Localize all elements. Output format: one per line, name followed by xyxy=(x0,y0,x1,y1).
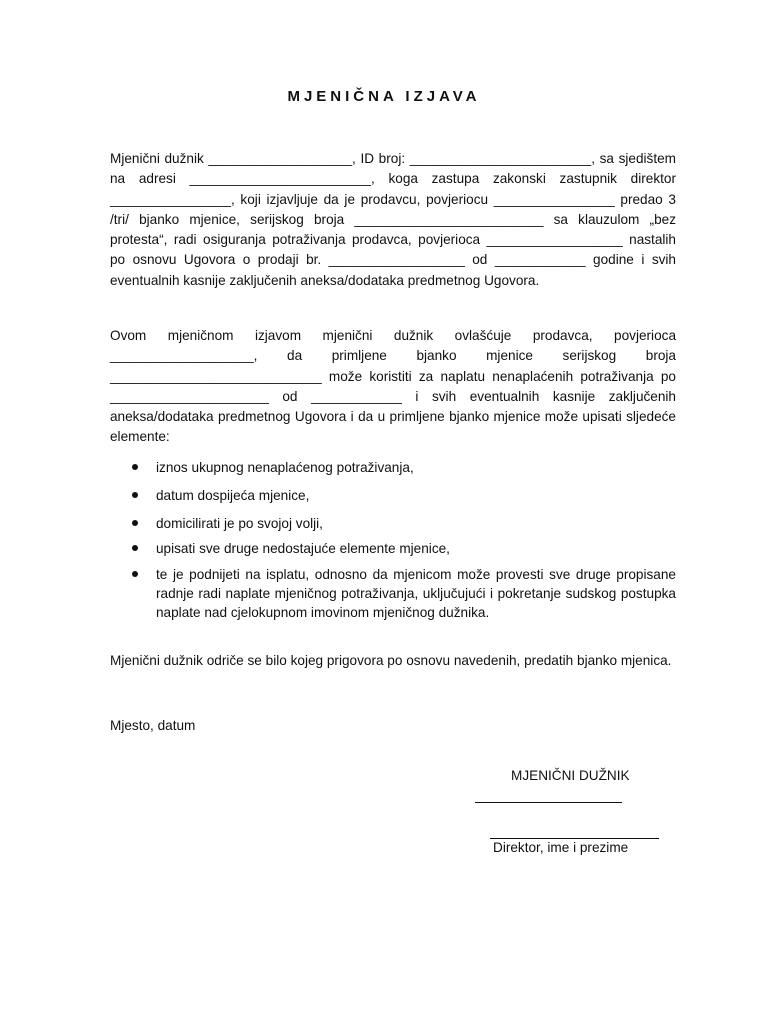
signature-caption: Direktor, ime i prezime xyxy=(493,840,629,855)
list-item xyxy=(110,565,676,622)
list-item-text: te je podnijeti na isplatu, odnosno da mjenicom može provesti sve druge propisane radnje radi naplate mjeničnog potraživanja, uključujući i pokretanje sudskog postupka naplate nad cjelokupnom imovinom mjeničnog dužnika. xyxy=(156,567,676,620)
signature-line xyxy=(475,802,622,803)
bullet-icon xyxy=(132,492,138,498)
bullet-icon xyxy=(132,520,138,526)
bullet-icon xyxy=(132,545,138,551)
list-item xyxy=(110,486,676,505)
signature-title: MJENIČNI DUŽNIK xyxy=(511,768,630,783)
bullet-list xyxy=(110,458,676,622)
list-item xyxy=(110,539,676,558)
list-item xyxy=(110,458,676,477)
list-item xyxy=(110,514,676,533)
paragraph-waiver: Mjenični dužnik odriče se bilo kojeg prigovora po osnovu navedenih, predatih bjanko mjenica. xyxy=(110,653,672,668)
place-date-label: Mjesto, datum xyxy=(110,718,196,733)
paragraph-debtor-statement: Mjenični dužnik ___________________, ID broj: ________________________, sa sjedištem na adresi ________________________, koga zastupa zakonski zastupnik direktor ________________, koji izjavljuje da je prodavcu, povjeriocu ________________ predao 3 /tri/ bjanko mjenice, serijskog broja _________________________ sa klauzulom „bez protesta“, radi osiguranja potraživanja prodavca, povjerioca __________________ nastalih po osnovu Ugovora o prodaji br. __________________ od ____________ godine i svih eventualnih kasnije zaključenih aneksa/dodataka predmetnog Ugovora. xyxy=(110,151,676,288)
bullet-icon xyxy=(132,571,138,577)
document-title: MJENIČNA IZJAVA xyxy=(287,88,481,105)
list-item-text: datum dospijeća mjenice, xyxy=(156,488,310,503)
list-item-text: domicilirati je po svojoj volji, xyxy=(156,516,323,531)
list-item-text: iznos ukupnog nenaplaćenog potraživanja, xyxy=(156,460,414,475)
director-signature-line xyxy=(490,838,659,839)
bullet-icon xyxy=(132,464,138,470)
paragraph-authorization: Ovom mjeničnom izjavom mjenični dužnik ovlašćuje prodavca, povjerioca ___________________, da primljene bjanko mjenice serijskog broja ____________________________ može koristiti za naplatu nenaplaćenih potraživanja po _____________________ od ____________ i svih eventualnih kasnije zaključenih aneksa/dodataka predmetnog Ugovora i da u primljene bjanko mjenice može upisati sljedeće elemente: xyxy=(110,328,676,445)
list-item-text: upisati sve druge nedostajuće elemente mjenice, xyxy=(156,541,450,556)
